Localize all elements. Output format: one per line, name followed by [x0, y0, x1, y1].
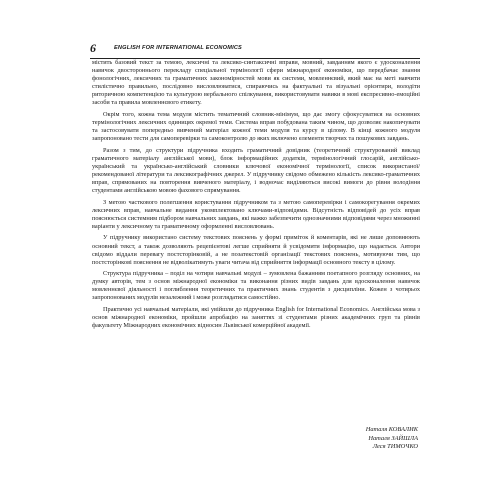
- paragraph-4: З метою часткового полегшення користування підручником та з метою самоперевірки і самокорегування окремих лексичних вправ, навчальне видання укомплектовано ключами-відповідями. Відсутність відповідей до усіх вправ пояснюється системним підбором навчальних завдань, які важко забезпечити однозначними відповідями через множинні варіанти у лексичному та граматичному оформленні висловлювань.: [92, 198, 420, 230]
- author-name: Леся ТИМОЧКО: [372, 443, 418, 450]
- author-name: Наталя КОВАЛИК: [365, 426, 418, 433]
- paragraph-6: Структура підручника – поділ на чотири навчальні модулі – зумовлена бажанням поетапного розгляду основних, на думку авторів, тем з основ міжнародної економіки та виконання різних видів завдань для вдосконалення навичок мовленнєвої діяльності і поглиблення теоретичних та практичних знань студентів з дисципліни. Кожен з чотирьох запропонованих модулів незалежний і може розглядатися самостійно.: [92, 270, 420, 302]
- author-signatures: [366, 426, 418, 452]
- paragraph-5: У підручнику використано систему текстових пояснень у формі приміток й коментарів, які не лише доповнюють основний текст, а також дозволяють рецепієнтові легше сприйняти й усвідомити інформацію, що надається. Автори свідомо віддали перевагу постсторінковій, а не позатекстовій організації текстових пояснень, мотивуючи тим, що постсторінкові пояснення не відволікатимуть уваги читача від сприйняття інформації основного тексту в цілому.: [92, 234, 420, 266]
- author-name: Наталя ЗАЙШЛА: [368, 434, 418, 442]
- paragraph-3: Разом з тим, до структури підручника входить граматичний довідник (теоретичний структурований виклад граматичного матеріалу англійської мови), блок інформаційних додатків, термінологічний глосарій, англійсько-український та українсько-англійський словники ключової економічної термінології, список використаної/рекомендованої літератури та лексикографічних джерел. У підручнику свідомо обмежено кількість лексико-граматичних вправ, спрямованих на повторення вивченого матеріалу, і водночас виділяються високі вимоги до рівня володіння студентами англійською мовою фахового спрямування.: [92, 146, 420, 195]
- body-text: [92, 59, 420, 334]
- page-header: [90, 41, 420, 59]
- running-title: ENGLISH FOR INTERNATIONAL ECONOMICS: [114, 45, 242, 51]
- paragraph-7: Практично усі навчальні матеріали, які увійшли до підручника English for International Economics. Англійська мова з основ міжнародної економіки, пройшли апробацію на заняттях зі студентами різних академічних груп та рівнів факультету Міжнародних економічних відносин Львівської комерційної академії.: [92, 305, 420, 330]
- paragraph-2: Окрім того, кожна тема модуля містить тематичний словник-мінімум, що дає змогу сфокусуватися на основних термінологічних лексичних одиницях окремої теми. Система вправ побудована таким чином, що дозволяє накопичувати та застосовувати попередньо вивчений матеріал кожної теми модуля та курсу в цілому. В кінці кожного модуля запропоновано тести для самоперевірки та самоконтролю до яких включено елементи творчих та пошукових завдань.: [92, 110, 420, 143]
- paragraph-1: містить базовий текст за темою, лексичні та лексико-синтаксичні вправи, мовний, завданням якого є удосконалення навичок двостороннього перекладу спеціальної термінології сфери міжнародної економіки, що передбачає знання фонологічних, лексичних та граматичних закономірностей мови як системи, мовленнєвий, який має на меті навчити стилістично правильно, послідовно висловлюватися, спираючись на фактуальні та візуальні орієнтири, володіти риторичною компетенцією та культурою вербального спілкування, використовувати навики в мові експресивно-емоційні засоби та правила мовленнєвого етикету.: [92, 59, 420, 107]
- page-number: 6: [90, 41, 96, 55]
